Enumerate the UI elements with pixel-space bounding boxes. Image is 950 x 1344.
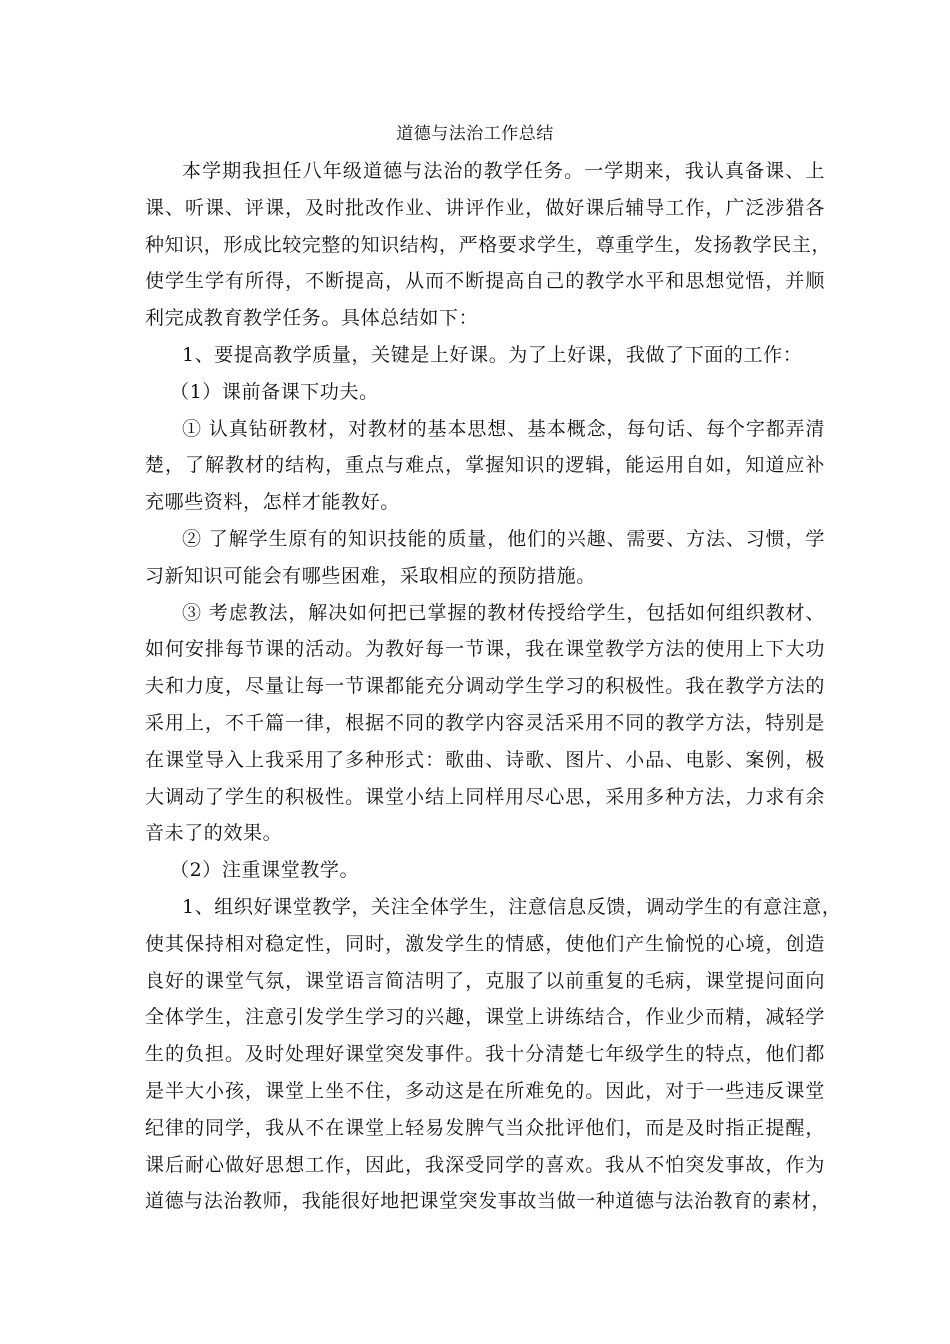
paragraph-line: 是半大小孩，课堂上坐不住，多动这是在所难免的。因此，对于一些违反课堂: [145, 1080, 825, 1102]
paragraph-line: 习新知识可能会有哪些困难，采取相应的预防措施。: [145, 564, 596, 587]
paragraph-line: 大调动了学生的积极性。课堂小结上同样用尽心思，采用多种方法，力求有余: [145, 785, 825, 808]
paragraph-line: 在课堂导入上我采用了多种形式：歌曲、诗歌、图片、小品、电影、案例，极: [145, 748, 825, 771]
paragraph-line: 音未了的效果。: [145, 822, 283, 845]
paragraph-line: （1）课前备课下功夫。: [170, 380, 379, 403]
paragraph-line: ① 认真钻研教材，对教材的基本思想、基本概念，每句话、每个字都弄清: [182, 417, 825, 440]
paragraph-line: ③ 考虑教法，解决如何把已掌握的教材传授给学生，包括如何组织教材、: [182, 601, 825, 624]
paragraph-line: 全体学生，注意引发学生学习的兴趣，课堂上讲练结合，作业少而精，减轻学: [145, 1006, 825, 1029]
paragraph-line: 利完成教育教学任务。具体总结如下：: [145, 307, 479, 330]
paragraph-line: 使其保持相对稳定性，同时，激发学生的情感，使他们产生愉悦的心境，创造: [145, 932, 825, 955]
paragraph-line: 种知识，形成比较完整的知识结构，严格要求学生，尊重学生，发扬教学民主，: [145, 233, 832, 256]
paragraph-line: 使学生学有所得，不断提高，从而不断提高自己的教学水平和思想觉悟，并顺: [145, 270, 825, 293]
paragraph-line: 课、听课、评课，及时批改作业、讲评作业，做好课后辅导工作，广泛涉猎各: [145, 196, 825, 219]
paragraph-line: 良好的课堂气氛，课堂语言简洁明了，克服了以前重复的毛病，课堂提问面向: [145, 969, 825, 992]
paragraph-line: 1、组织好课堂教学，关注全体学生，注意信息反馈，调动学生的有意注意，: [182, 896, 842, 918]
paragraph-line: 本学期我担任八年级道德与法治的教学任务。一学期来，我认真备课、上: [182, 160, 825, 182]
paragraph-line: 采用上，不千篇一律，根据不同的教学内容灵活采用不同的教学方法，特别是: [145, 712, 825, 734]
paragraph-line: 纪律的同学，我从不在课堂上轻易发脾气当众批评他们，而是及时指正提醒，: [145, 1116, 825, 1139]
paragraph-line: 生的负担。及时处理好课堂突发事件。我十分清楚七年级学生的特点，他们都: [145, 1043, 825, 1066]
paragraph-line: 充哪些资料，怎样才能教好。: [145, 491, 400, 514]
page-title: 道德与法治工作总结: [396, 124, 554, 144]
paragraph-line: 课后耐心做好思想工作，因此，我深受同学的喜欢。我从不怕突发事故，作为: [145, 1153, 825, 1176]
paragraph-line: 道德与法治教师，我能很好地把课堂突发事故当做一种道德与法治教育的素材，: [145, 1190, 832, 1213]
paragraph-line: 如何安排每节课的活动。为教好每一节课，我在课堂教学方法的使用上下大功: [145, 638, 825, 661]
paragraph-line: 1、要提高教学质量，关键是上好课。为了上好课，我做了下面的工作：: [182, 344, 803, 366]
paragraph-line: 夫和力度，尽量让每一节课都能充分调动学生学习的积极性。我在教学方法的: [145, 675, 825, 698]
paragraph-line: ② 了解学生原有的知识技能的质量，他们的兴趣、需要、方法、习惯，学: [182, 528, 825, 550]
paragraph-line: （2）注重课堂教学。: [170, 859, 360, 882]
paragraph-line: 楚，了解教材的结构，重点与难点，掌握知识的逻辑，能运用自如，知道应补: [145, 454, 825, 477]
